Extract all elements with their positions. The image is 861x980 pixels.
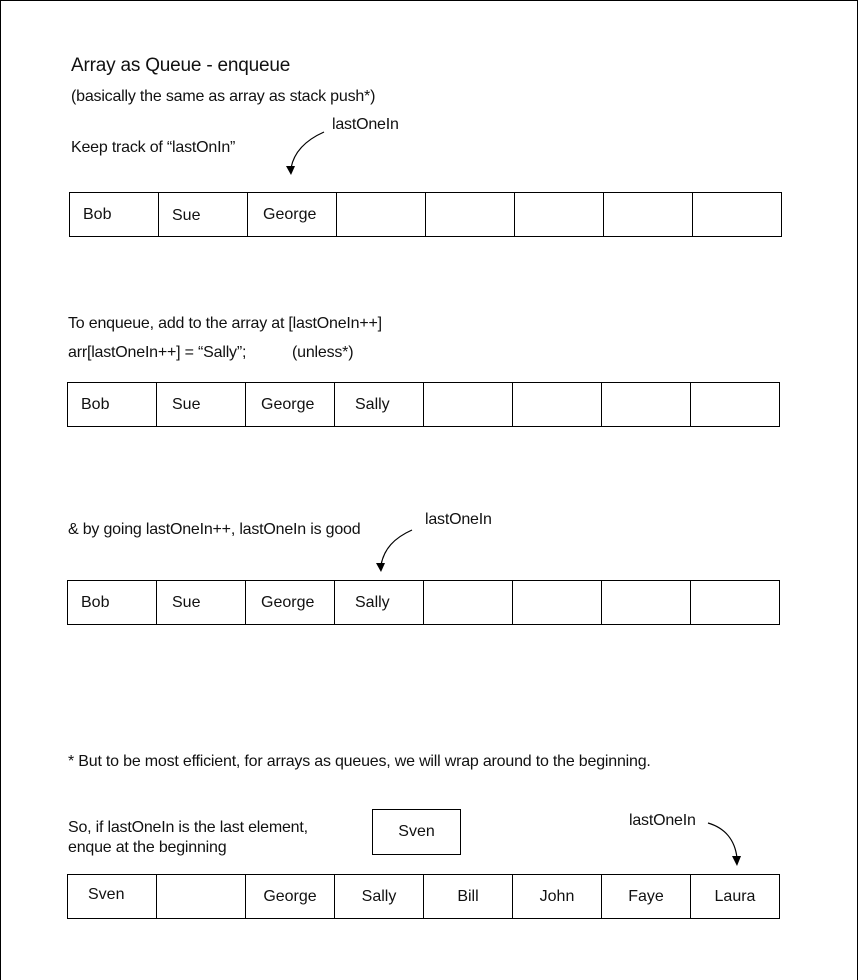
section2-code: arr[lastOneIn++] = “Sally”; [68,344,247,361]
array-cell: Sven [68,875,157,918]
array-cell: Bob [68,581,157,624]
section1-pointer-label: lastOneIn [332,116,399,133]
section1-note: Keep track of “lastOnIn” [71,139,236,156]
array-section1 [69,192,782,237]
section4-note-line1: So, if lastOneIn is the last element, [68,819,308,836]
array-cell [424,581,513,624]
array-section4 [67,874,780,919]
array-cell: George [248,193,337,236]
array-cell: George [246,581,335,624]
array-cell [513,581,602,624]
wraparound-footnote: * But to be most efficient, for arrays as queues, we will wrap around to the beginning. [68,753,651,770]
section2-unless-note: (unless*) [292,344,354,361]
array-cell [426,193,515,236]
section2-line1: To enqueue, add to the array at [lastOneIn++] [68,315,382,332]
array-cell: John [513,875,602,918]
array-cell: Faye [602,875,691,918]
array-cell: Sue [159,193,248,236]
section4-note-line2: enque at the beginning [68,839,227,856]
array-cell [691,581,780,624]
array-cell: Bob [68,383,157,426]
array-cell [424,383,513,426]
array-cell: Bill [424,875,513,918]
diagram-subtitle: (basically the same as array as stack push*) [71,88,376,105]
pointer-arrow-icon [280,128,330,178]
array-cell: Sally [335,383,424,426]
array-cell [337,193,426,236]
array-cell: George [246,875,335,918]
pointer-arrow-icon [705,818,750,870]
array-cell [157,875,246,918]
array-section3 [67,580,780,625]
diagram-title: Array as Queue - enqueue [71,55,291,76]
array-cell [602,581,691,624]
array-cell: Sue [157,383,246,426]
section3-note: & by going lastOneIn++, lastOneIn is good [68,521,361,538]
array-cell [602,383,691,426]
array-cell: Sally [335,581,424,624]
array-section2 [67,382,780,427]
array-cell [604,193,693,236]
array-cell: Laura [691,875,780,918]
array-cell: Sally [335,875,424,918]
incoming-item-box: Sven [372,809,461,855]
array-cell: Sue [157,581,246,624]
array-cell [515,193,604,236]
section4-pointer-label: lastOneIn [629,812,696,829]
pointer-arrow-icon [370,527,420,577]
array-cell: George [246,383,335,426]
array-cell: Bob [70,193,159,236]
array-cell [691,383,780,426]
section3-pointer-label: lastOneIn [425,511,492,528]
array-cell [693,193,782,236]
array-cell [513,383,602,426]
